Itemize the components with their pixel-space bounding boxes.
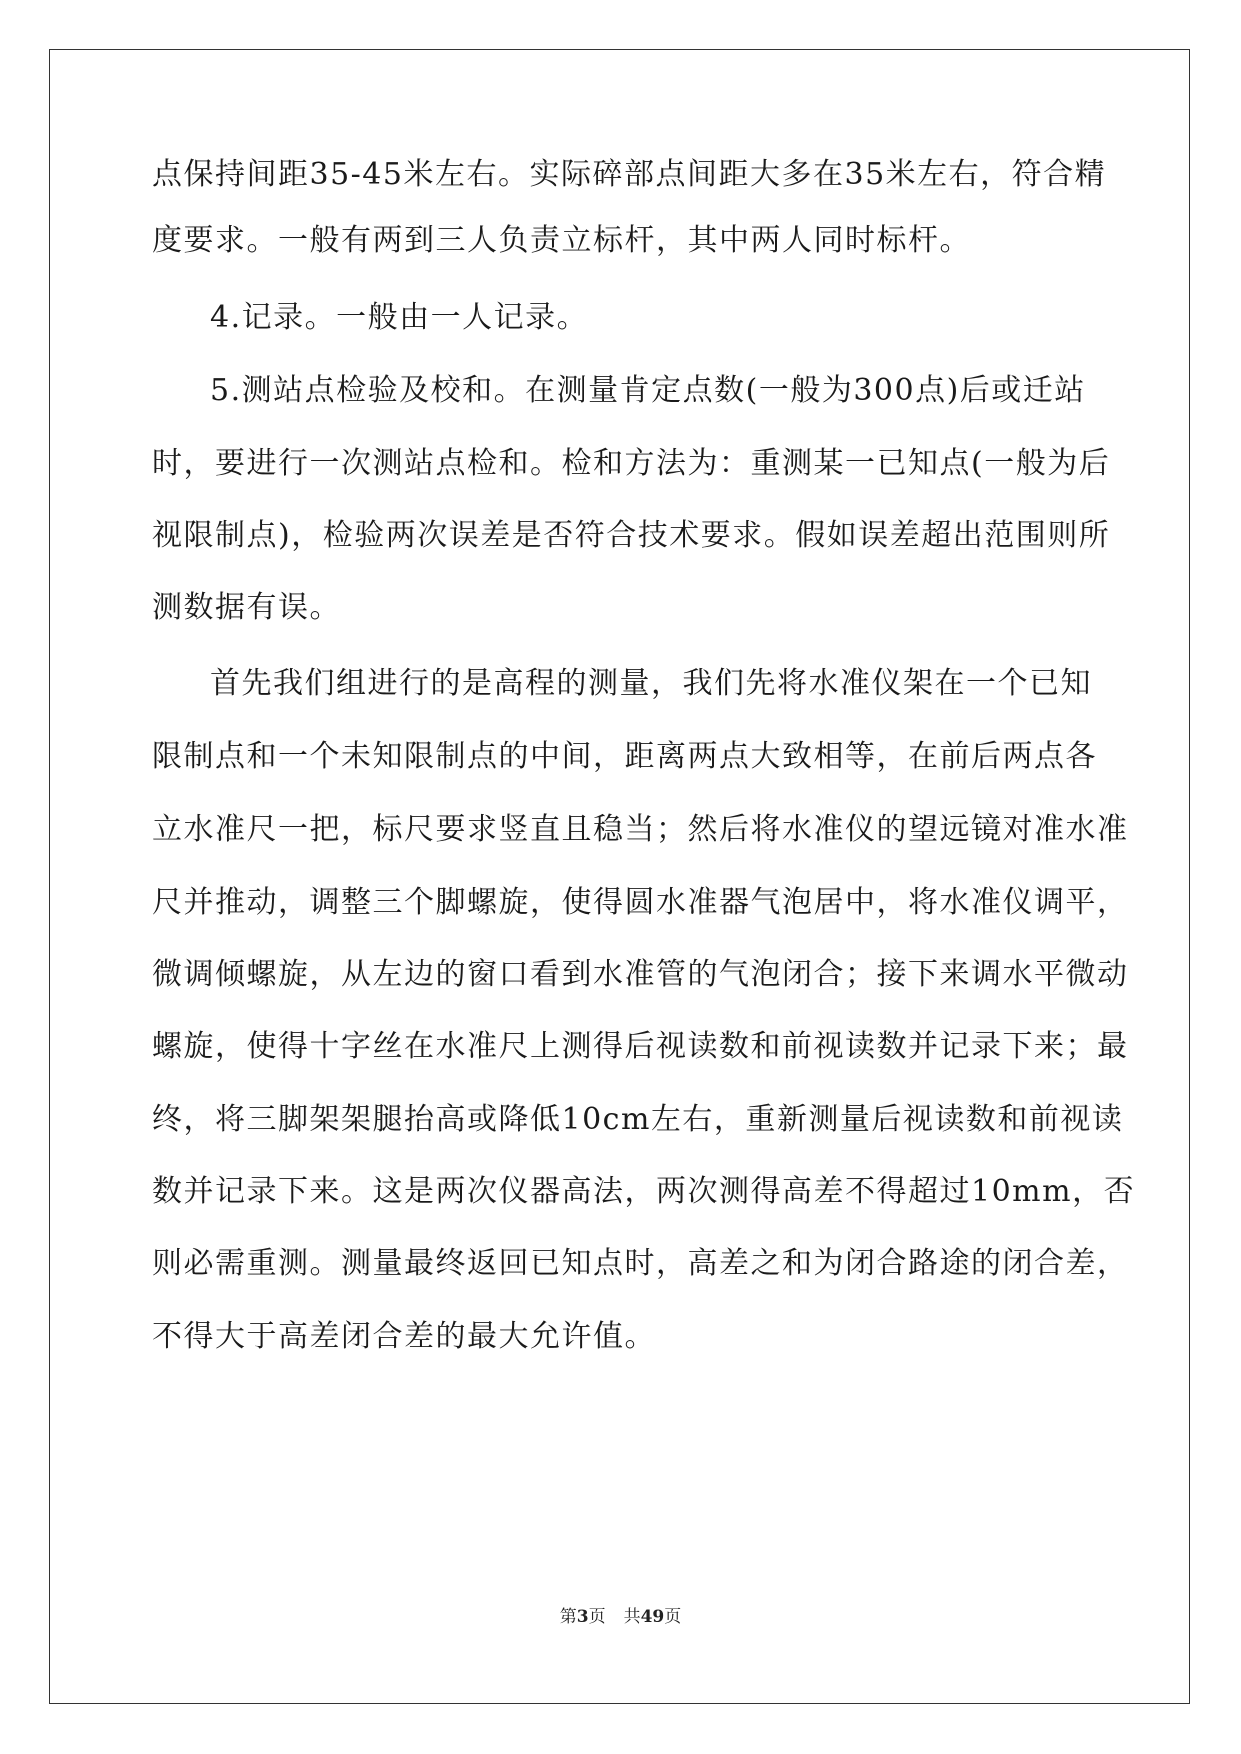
text-line: 尺并推动，调整三个脚螺旋，使得圆水准器气泡居中，将水准仪调平， (152, 885, 1129, 920)
total-prefix: 共 (623, 1607, 641, 1627)
text-line: 首先我们组进行的是高程的测量，我们先将水准仪架在一个已知 (210, 666, 1092, 701)
page-total-number: 49 (640, 1607, 665, 1627)
text-line: 视限制点)，检验两次误差是否符合技术要求。假如误差超出范围则所 (152, 518, 1111, 553)
text-line: 限制点和一个未知限制点的中间，距离两点大致相等，在前后两点各 (152, 739, 1097, 774)
text-line: 数并记录下来。这是两次仪器高法，两次测得高差不得超过10mm，否 (152, 1174, 1136, 1209)
total-suffix: 页 (664, 1607, 682, 1627)
page-current-number: 3 (576, 1607, 589, 1627)
text-line: 度要求。一般有两到三人负责立标杆，其中两人同时标杆。 (152, 223, 971, 258)
text-line: 不得大于高差闭合差的最大允许值。 (152, 1319, 656, 1354)
text-line: 则必需重测。测量最终返回已知点时，高差之和为闭合路途的闭合差， (152, 1246, 1129, 1281)
page-suffix: 页 (588, 1607, 606, 1627)
text-line: 4.记录。一般由一人记录。 (210, 300, 589, 335)
text-line: 5.测站点检验及校和。在测量肯定点数(一般为300点)后或迁站 (210, 373, 1086, 408)
text-line: 微调倾螺旋，从左边的窗口看到水准管的气泡闭合；接下来调水平微动 (152, 957, 1129, 992)
text-line: 点保持间距35-45米左右。实际碎部点间距大多在35米左右，符合精 (152, 157, 1107, 192)
text-line: 测数据有误。 (152, 590, 341, 625)
page-footer (0, 1605, 1241, 1629)
page-prefix: 第 (559, 1607, 577, 1627)
text-line: 终，将三脚架架腿抬高或降低10cm左右，重新测量后视读数和前视读 (152, 1102, 1124, 1137)
text-line: 螺旋，使得十字丝在水准尺上测得后视读数和前视读数并记录下来；最 (152, 1029, 1129, 1064)
text-line: 时，要进行一次测站点检和。检和方法为：重测某一已知点(一般为后 (152, 446, 1111, 481)
text-line: 立水准尺一把，标尺要求竖直且稳当；然后将水准仪的望远镜对准水准 (152, 812, 1129, 847)
